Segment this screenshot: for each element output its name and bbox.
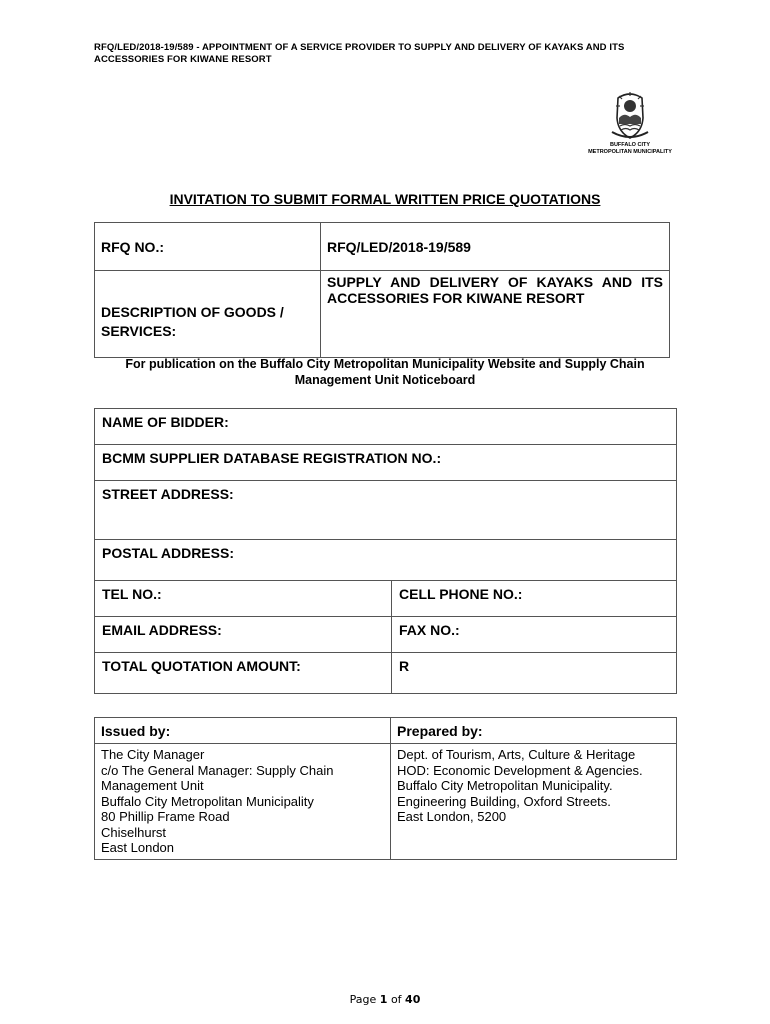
registration-row bbox=[95, 445, 677, 481]
prepared-line: Buffalo City Metropolitan Municipality. bbox=[397, 778, 613, 793]
logo-line-2: METROPOLITAN MUNICIPALITY bbox=[588, 148, 672, 155]
issued-line: c/o The General Manager: Supply Chain bbox=[101, 762, 334, 778]
phone-row bbox=[95, 581, 677, 617]
of-word: of bbox=[390, 993, 402, 1006]
description-value: SUPPLY AND DELIVERY OF KAYAKS AND ITS ACCESSORIES FOR KIWANE RESORT bbox=[321, 271, 670, 358]
email-fax-row bbox=[95, 617, 677, 653]
description-label: DESCRIPTION OF GOODS / SERVICES: bbox=[95, 271, 321, 358]
page-footer bbox=[0, 993, 770, 1006]
coat-of-arms-icon bbox=[610, 88, 650, 140]
page-word: Page bbox=[349, 993, 377, 1006]
issued-line: East London bbox=[101, 840, 175, 855]
tel-field: TEL NO.: bbox=[95, 581, 392, 617]
rfq-value: RFQ/LED/2018-19/589 bbox=[321, 223, 670, 271]
currency-field: R bbox=[392, 653, 677, 694]
postal-address-field: POSTAL ADDRESS: bbox=[95, 540, 677, 581]
total-amount-row bbox=[95, 653, 677, 694]
cell-phone-field: CELL PHONE NO.: bbox=[392, 581, 677, 617]
rfq-row bbox=[95, 223, 670, 271]
issued-by-label: Issued by: bbox=[95, 718, 391, 744]
issued-line: Chiselhurst bbox=[101, 824, 167, 840]
issued-line: Management Unit bbox=[101, 778, 204, 793]
document-title: INVITATION TO SUBMIT FORMAL WRITTEN PRICE QUOTATIONS bbox=[169, 191, 601, 207]
bidder-form-table bbox=[94, 408, 677, 694]
issued-header-row bbox=[95, 718, 677, 744]
total-pages: 40 bbox=[405, 993, 421, 1006]
bidder-name-field: NAME OF BIDDER: bbox=[95, 409, 677, 445]
prepared-by-address bbox=[391, 744, 677, 860]
rfq-label: RFQ NO.: bbox=[95, 223, 321, 271]
fax-field: FAX NO.: bbox=[392, 617, 677, 653]
municipality-logo bbox=[586, 88, 674, 162]
issued-prepared-table bbox=[94, 717, 677, 860]
postal-address-row bbox=[95, 540, 677, 581]
total-amount-field: TOTAL QUOTATION AMOUNT: bbox=[95, 653, 392, 694]
issued-line: 80 Phillip Frame Road bbox=[101, 809, 230, 824]
description-row bbox=[95, 271, 670, 358]
document-header: RFQ/LED/2018-19/589 - APPOINTMENT OF A SERVICE PROVIDER TO SUPPLY AND DELIVERY OF KAYAKS AND ITS ACCESSORIES FOR KIWANE RESORT bbox=[94, 42, 625, 65]
issued-line: The City Manager bbox=[101, 747, 205, 762]
prepared-line: East London, 5200 bbox=[397, 809, 507, 824]
bidder-name-row bbox=[95, 409, 677, 445]
issued-body-row bbox=[95, 744, 677, 860]
issued-line: Buffalo City Metropolitan Municipality bbox=[101, 793, 314, 809]
email-field: EMAIL ADDRESS: bbox=[95, 617, 392, 653]
page-number: 1 bbox=[379, 993, 388, 1006]
street-address-row bbox=[95, 481, 677, 540]
issued-by-address bbox=[95, 744, 391, 860]
prepared-line: Engineering Building, Oxford Streets. bbox=[397, 793, 611, 809]
street-address-field: STREET ADDRESS: bbox=[95, 481, 677, 540]
publication-note: For publication on the Buffalo City Metropolitan Municipality Website and Supply Chain Management Unit Noticeboard bbox=[125, 357, 645, 387]
rfq-table bbox=[94, 222, 670, 358]
prepared-by-label: Prepared by: bbox=[391, 718, 677, 744]
logo-line-1: BUFFALO CITY bbox=[609, 142, 651, 148]
prepared-line: Dept. of Tourism, Arts, Culture & Heritage bbox=[397, 747, 636, 762]
registration-field: BCMM SUPPLIER DATABASE REGISTRATION NO.: bbox=[95, 445, 677, 481]
prepared-line: HOD: Economic Development & Agencies. bbox=[397, 762, 643, 778]
